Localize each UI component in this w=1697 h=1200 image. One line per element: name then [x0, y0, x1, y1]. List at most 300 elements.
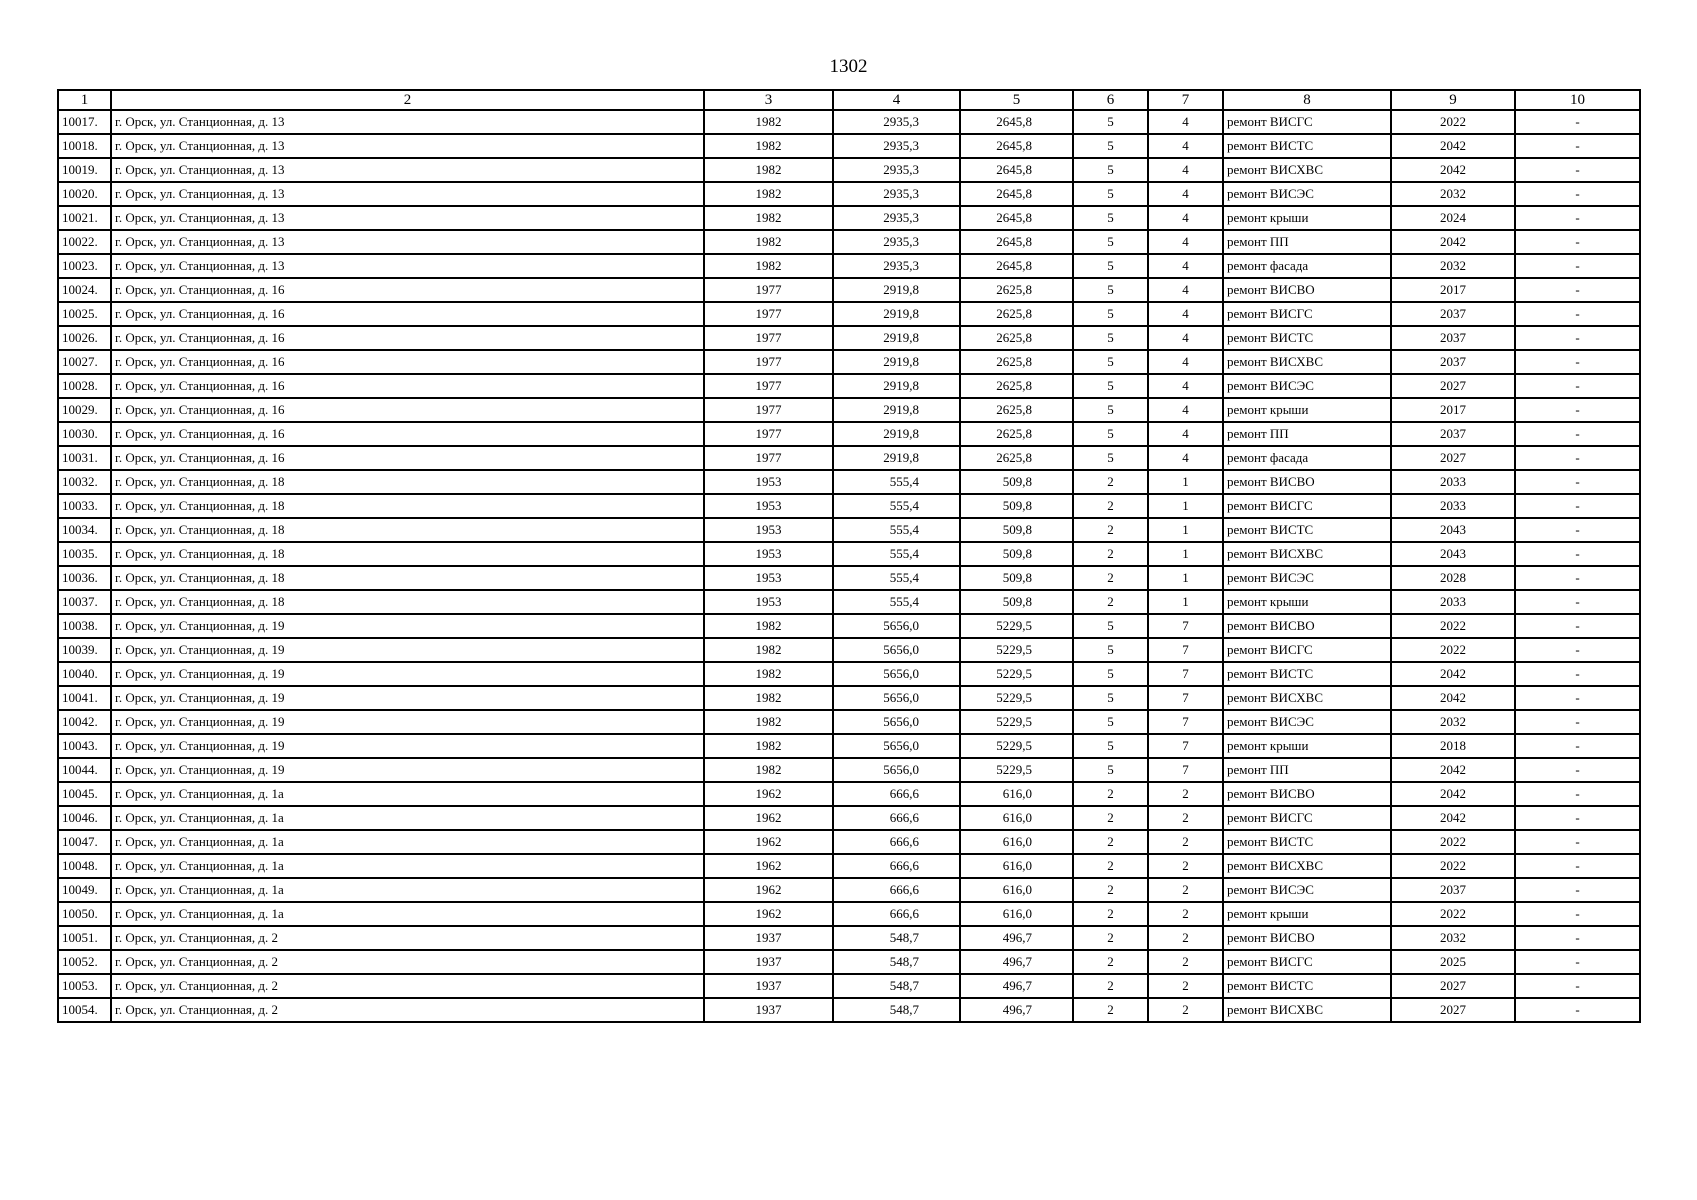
cell-note: -	[1515, 470, 1640, 494]
cell-note: -	[1515, 110, 1640, 134]
cell-address: г. Орск, ул. Станционная, д. 16	[111, 278, 704, 302]
cell-total-area: 5656,0	[833, 662, 960, 686]
cell-entrances: 2	[1148, 902, 1223, 926]
cell-planned-year: 2042	[1391, 662, 1515, 686]
cell-entrances: 2	[1148, 974, 1223, 998]
cell-floors: 2	[1073, 926, 1148, 950]
cell-floors: 5	[1073, 758, 1148, 782]
table-row	[58, 830, 1640, 854]
cell-address: г. Орск, ул. Станционная, д. 18	[111, 590, 704, 614]
cell-entrances: 7	[1148, 686, 1223, 710]
cell-address: г. Орск, ул. Станционная, д. 16	[111, 350, 704, 374]
cell-work-type: ремонт ВИСХВС	[1223, 350, 1391, 374]
cell-work-type: ремонт ВИСТС	[1223, 974, 1391, 998]
cell-entrances: 4	[1148, 230, 1223, 254]
table-row	[58, 902, 1640, 926]
cell-work-type: ремонт ВИСГС	[1223, 638, 1391, 662]
cell-number: 10054.	[58, 998, 111, 1022]
cell-entrances: 1	[1148, 494, 1223, 518]
cell-note: -	[1515, 854, 1640, 878]
cell-living-area: 2625,8	[960, 374, 1073, 398]
cell-year: 1982	[704, 230, 833, 254]
cell-note: -	[1515, 374, 1640, 398]
cell-planned-year: 2033	[1391, 470, 1515, 494]
cell-number: 10052.	[58, 950, 111, 974]
table-row	[58, 374, 1640, 398]
cell-number: 10023.	[58, 254, 111, 278]
cell-living-area: 616,0	[960, 878, 1073, 902]
cell-living-area: 496,7	[960, 950, 1073, 974]
cell-number: 10029.	[58, 398, 111, 422]
table-row	[58, 782, 1640, 806]
cell-work-type: ремонт крыши	[1223, 734, 1391, 758]
cell-total-area: 2935,3	[833, 134, 960, 158]
cell-entrances: 2	[1148, 806, 1223, 830]
cell-address: г. Орск, ул. Станционная, д. 16	[111, 398, 704, 422]
cell-floors: 5	[1073, 374, 1148, 398]
cell-total-area: 2919,8	[833, 374, 960, 398]
cell-entrances: 7	[1148, 758, 1223, 782]
table-row	[58, 974, 1640, 998]
cell-planned-year: 2027	[1391, 374, 1515, 398]
cell-total-area: 2919,8	[833, 326, 960, 350]
cell-living-area: 496,7	[960, 998, 1073, 1022]
cell-planned-year: 2027	[1391, 446, 1515, 470]
cell-note: -	[1515, 182, 1640, 206]
cell-work-type: ремонт ВИСЭС	[1223, 182, 1391, 206]
cell-total-area: 5656,0	[833, 638, 960, 662]
cell-floors: 5	[1073, 134, 1148, 158]
cell-planned-year: 2042	[1391, 686, 1515, 710]
cell-year: 1953	[704, 470, 833, 494]
cell-year: 1977	[704, 326, 833, 350]
table-row	[58, 566, 1640, 590]
cell-floors: 2	[1073, 806, 1148, 830]
cell-floors: 2	[1073, 494, 1148, 518]
cell-planned-year: 2022	[1391, 638, 1515, 662]
cell-entrances: 4	[1148, 158, 1223, 182]
cell-planned-year: 2042	[1391, 158, 1515, 182]
cell-address: г. Орск, ул. Станционная, д. 19	[111, 734, 704, 758]
cell-address: г. Орск, ул. Станционная, д. 1а	[111, 854, 704, 878]
cell-year: 1953	[704, 542, 833, 566]
cell-address: г. Орск, ул. Станционная, д. 2	[111, 950, 704, 974]
table-row	[58, 806, 1640, 830]
cell-note: -	[1515, 782, 1640, 806]
cell-work-type: ремонт ВИСТС	[1223, 518, 1391, 542]
cell-total-area: 555,4	[833, 518, 960, 542]
cell-number: 10025.	[58, 302, 111, 326]
cell-total-area: 2935,3	[833, 254, 960, 278]
cell-number: 10032.	[58, 470, 111, 494]
cell-year: 1962	[704, 854, 833, 878]
cell-work-type: ремонт ВИСХВС	[1223, 542, 1391, 566]
cell-planned-year: 2032	[1391, 710, 1515, 734]
cell-living-area: 2645,8	[960, 158, 1073, 182]
column-header-8: 8	[1223, 90, 1391, 110]
cell-work-type: ремонт ВИСВО	[1223, 926, 1391, 950]
cell-entrances: 1	[1148, 542, 1223, 566]
cell-entrances: 1	[1148, 590, 1223, 614]
cell-year: 1977	[704, 398, 833, 422]
cell-total-area: 548,7	[833, 950, 960, 974]
cell-year: 1982	[704, 710, 833, 734]
cell-planned-year: 2017	[1391, 278, 1515, 302]
cell-number: 10034.	[58, 518, 111, 542]
table-row	[58, 326, 1640, 350]
cell-total-area: 5656,0	[833, 614, 960, 638]
cell-planned-year: 2042	[1391, 134, 1515, 158]
cell-address: г. Орск, ул. Станционная, д. 1а	[111, 902, 704, 926]
cell-year: 1982	[704, 686, 833, 710]
cell-living-area: 616,0	[960, 902, 1073, 926]
table-row	[58, 350, 1640, 374]
cell-note: -	[1515, 662, 1640, 686]
cell-floors: 5	[1073, 158, 1148, 182]
cell-planned-year: 2042	[1391, 806, 1515, 830]
cell-floors: 5	[1073, 182, 1148, 206]
cell-address: г. Орск, ул. Станционная, д. 19	[111, 662, 704, 686]
cell-floors: 5	[1073, 278, 1148, 302]
cell-address: г. Орск, ул. Станционная, д. 13	[111, 254, 704, 278]
cell-total-area: 555,4	[833, 566, 960, 590]
cell-entrances: 2	[1148, 854, 1223, 878]
cell-total-area: 2919,8	[833, 302, 960, 326]
cell-living-area: 5229,5	[960, 686, 1073, 710]
cell-address: г. Орск, ул. Станционная, д. 18	[111, 542, 704, 566]
cell-work-type: ремонт ВИСГС	[1223, 950, 1391, 974]
cell-entrances: 4	[1148, 326, 1223, 350]
cell-note: -	[1515, 326, 1640, 350]
cell-living-area: 496,7	[960, 974, 1073, 998]
cell-number: 10018.	[58, 134, 111, 158]
cell-total-area: 2935,3	[833, 158, 960, 182]
table-row	[58, 158, 1640, 182]
cell-address: г. Орск, ул. Станционная, д. 13	[111, 134, 704, 158]
cell-planned-year: 2043	[1391, 542, 1515, 566]
cell-floors: 2	[1073, 998, 1148, 1022]
cell-floors: 2	[1073, 518, 1148, 542]
cell-total-area: 555,4	[833, 590, 960, 614]
cell-work-type: ремонт фасада	[1223, 254, 1391, 278]
cell-number: 10021.	[58, 206, 111, 230]
cell-address: г. Орск, ул. Станционная, д. 18	[111, 566, 704, 590]
cell-number: 10033.	[58, 494, 111, 518]
cell-planned-year: 2022	[1391, 614, 1515, 638]
cell-total-area: 5656,0	[833, 758, 960, 782]
cell-number: 10031.	[58, 446, 111, 470]
cell-floors: 2	[1073, 974, 1148, 998]
cell-year: 1977	[704, 302, 833, 326]
cell-entrances: 7	[1148, 638, 1223, 662]
cell-planned-year: 2037	[1391, 878, 1515, 902]
cell-address: г. Орск, ул. Станционная, д. 19	[111, 758, 704, 782]
cell-entrances: 2	[1148, 782, 1223, 806]
cell-note: -	[1515, 254, 1640, 278]
cell-entrances: 4	[1148, 398, 1223, 422]
cell-floors: 2	[1073, 902, 1148, 926]
cell-living-area: 5229,5	[960, 758, 1073, 782]
cell-number: 10037.	[58, 590, 111, 614]
cell-note: -	[1515, 518, 1640, 542]
cell-number: 10042.	[58, 710, 111, 734]
cell-year: 1953	[704, 494, 833, 518]
cell-entrances: 2	[1148, 878, 1223, 902]
cell-note: -	[1515, 590, 1640, 614]
cell-work-type: ремонт ВИСВО	[1223, 614, 1391, 638]
cell-work-type: ремонт ВИСХВС	[1223, 998, 1391, 1022]
cell-address: г. Орск, ул. Станционная, д. 16	[111, 326, 704, 350]
cell-living-area: 2625,8	[960, 422, 1073, 446]
table-row	[58, 230, 1640, 254]
table-row	[58, 182, 1640, 206]
cell-total-area: 5656,0	[833, 686, 960, 710]
cell-living-area: 2645,8	[960, 182, 1073, 206]
cell-entrances: 2	[1148, 926, 1223, 950]
cell-note: -	[1515, 902, 1640, 926]
cell-address: г. Орск, ул. Станционная, д. 2	[111, 926, 704, 950]
cell-floors: 2	[1073, 590, 1148, 614]
cell-total-area: 2919,8	[833, 350, 960, 374]
cell-floors: 5	[1073, 326, 1148, 350]
cell-note: -	[1515, 998, 1640, 1022]
cell-work-type: ремонт ВИСЭС	[1223, 710, 1391, 734]
cell-year: 1962	[704, 878, 833, 902]
cell-living-area: 496,7	[960, 926, 1073, 950]
cell-note: -	[1515, 206, 1640, 230]
cell-planned-year: 2032	[1391, 926, 1515, 950]
cell-living-area: 616,0	[960, 782, 1073, 806]
cell-entrances: 4	[1148, 446, 1223, 470]
cell-note: -	[1515, 398, 1640, 422]
cell-number: 10038.	[58, 614, 111, 638]
cell-living-area: 2625,8	[960, 350, 1073, 374]
table-row	[58, 206, 1640, 230]
cell-planned-year: 2033	[1391, 494, 1515, 518]
table-row	[58, 734, 1640, 758]
column-header-7: 7	[1148, 90, 1223, 110]
cell-total-area: 548,7	[833, 974, 960, 998]
cell-total-area: 5656,0	[833, 734, 960, 758]
table-body	[58, 110, 1640, 1022]
cell-total-area: 666,6	[833, 806, 960, 830]
cell-year: 1953	[704, 566, 833, 590]
column-header-5: 5	[960, 90, 1073, 110]
table-row	[58, 278, 1640, 302]
cell-work-type: ремонт крыши	[1223, 206, 1391, 230]
cell-total-area: 666,6	[833, 878, 960, 902]
cell-address: г. Орск, ул. Станционная, д. 13	[111, 182, 704, 206]
cell-living-area: 616,0	[960, 830, 1073, 854]
table-row	[58, 398, 1640, 422]
table-row	[58, 254, 1640, 278]
cell-work-type: ремонт ВИСТС	[1223, 134, 1391, 158]
cell-work-type: ремонт ПП	[1223, 758, 1391, 782]
cell-note: -	[1515, 950, 1640, 974]
cell-note: -	[1515, 422, 1640, 446]
cell-total-area: 2919,8	[833, 398, 960, 422]
cell-floors: 2	[1073, 950, 1148, 974]
cell-year: 1982	[704, 110, 833, 134]
cell-work-type: ремонт ПП	[1223, 422, 1391, 446]
cell-floors: 2	[1073, 566, 1148, 590]
cell-address: г. Орск, ул. Станционная, д. 13	[111, 230, 704, 254]
cell-living-area: 509,8	[960, 542, 1073, 566]
cell-address: г. Орск, ул. Станционная, д. 1а	[111, 806, 704, 830]
cell-living-area: 5229,5	[960, 614, 1073, 638]
cell-number: 10044.	[58, 758, 111, 782]
cell-note: -	[1515, 806, 1640, 830]
table-row	[58, 470, 1640, 494]
cell-year: 1977	[704, 422, 833, 446]
table-header	[58, 90, 1640, 110]
table-row	[58, 518, 1640, 542]
cell-number: 10048.	[58, 854, 111, 878]
cell-note: -	[1515, 134, 1640, 158]
cell-address: г. Орск, ул. Станционная, д. 19	[111, 614, 704, 638]
cell-address: г. Орск, ул. Станционная, д. 13	[111, 110, 704, 134]
cell-number: 10046.	[58, 806, 111, 830]
cell-entrances: 7	[1148, 614, 1223, 638]
cell-number: 10030.	[58, 422, 111, 446]
cell-work-type: ремонт ВИСЭС	[1223, 878, 1391, 902]
cell-entrances: 1	[1148, 518, 1223, 542]
cell-year: 1982	[704, 254, 833, 278]
cell-floors: 5	[1073, 662, 1148, 686]
cell-year: 1982	[704, 134, 833, 158]
cell-floors: 2	[1073, 542, 1148, 566]
table-row	[58, 422, 1640, 446]
cell-total-area: 2935,3	[833, 182, 960, 206]
cell-floors: 2	[1073, 830, 1148, 854]
cell-total-area: 555,4	[833, 494, 960, 518]
cell-floors: 5	[1073, 638, 1148, 662]
cell-address: г. Орск, ул. Станционная, д. 18	[111, 494, 704, 518]
cell-number: 10020.	[58, 182, 111, 206]
cell-work-type: ремонт ВИСГС	[1223, 494, 1391, 518]
cell-living-area: 2625,8	[960, 326, 1073, 350]
cell-number: 10050.	[58, 902, 111, 926]
cell-total-area: 555,4	[833, 470, 960, 494]
cell-year: 1937	[704, 926, 833, 950]
cell-note: -	[1515, 878, 1640, 902]
cell-work-type: ремонт ВИСВО	[1223, 278, 1391, 302]
cell-total-area: 666,6	[833, 830, 960, 854]
cell-total-area: 548,7	[833, 926, 960, 950]
cell-entrances: 2	[1148, 998, 1223, 1022]
cell-planned-year: 2022	[1391, 902, 1515, 926]
column-header-3: 3	[704, 90, 833, 110]
cell-living-area: 509,8	[960, 494, 1073, 518]
column-header-6: 6	[1073, 90, 1148, 110]
cell-planned-year: 2037	[1391, 302, 1515, 326]
table-row	[58, 590, 1640, 614]
table-row	[58, 758, 1640, 782]
cell-number: 10019.	[58, 158, 111, 182]
cell-number: 10040.	[58, 662, 111, 686]
cell-planned-year: 2024	[1391, 206, 1515, 230]
cell-total-area: 666,6	[833, 782, 960, 806]
cell-total-area: 2935,3	[833, 110, 960, 134]
cell-number: 10045.	[58, 782, 111, 806]
cell-entrances: 4	[1148, 302, 1223, 326]
cell-number: 10024.	[58, 278, 111, 302]
cell-entrances: 2	[1148, 950, 1223, 974]
cell-year: 1962	[704, 806, 833, 830]
cell-year: 1982	[704, 734, 833, 758]
column-header-10: 10	[1515, 90, 1640, 110]
cell-note: -	[1515, 830, 1640, 854]
cell-note: -	[1515, 566, 1640, 590]
cell-number: 10041.	[58, 686, 111, 710]
cell-number: 10047.	[58, 830, 111, 854]
cell-address: г. Орск, ул. Станционная, д. 1а	[111, 782, 704, 806]
cell-planned-year: 2037	[1391, 350, 1515, 374]
cell-total-area: 2919,8	[833, 446, 960, 470]
cell-floors: 5	[1073, 686, 1148, 710]
cell-number: 10049.	[58, 878, 111, 902]
cell-total-area: 555,4	[833, 542, 960, 566]
cell-year: 1962	[704, 902, 833, 926]
cell-entrances: 7	[1148, 710, 1223, 734]
table-row	[58, 638, 1640, 662]
cell-planned-year: 2028	[1391, 566, 1515, 590]
cell-work-type: ремонт ВИСЭС	[1223, 566, 1391, 590]
cell-address: г. Орск, ул. Станционная, д. 16	[111, 302, 704, 326]
cell-floors: 5	[1073, 302, 1148, 326]
cell-entrances: 4	[1148, 110, 1223, 134]
cell-planned-year: 2017	[1391, 398, 1515, 422]
cell-living-area: 5229,5	[960, 638, 1073, 662]
cell-living-area: 2645,8	[960, 134, 1073, 158]
cell-total-area: 2919,8	[833, 278, 960, 302]
cell-floors: 5	[1073, 422, 1148, 446]
cell-year: 1962	[704, 830, 833, 854]
cell-year: 1982	[704, 206, 833, 230]
cell-number: 10053.	[58, 974, 111, 998]
cell-note: -	[1515, 638, 1640, 662]
cell-planned-year: 2042	[1391, 758, 1515, 782]
cell-living-area: 2645,8	[960, 206, 1073, 230]
cell-entrances: 4	[1148, 182, 1223, 206]
cell-entrances: 2	[1148, 830, 1223, 854]
column-header-9: 9	[1391, 90, 1515, 110]
cell-total-area: 548,7	[833, 998, 960, 1022]
cell-address: г. Орск, ул. Станционная, д. 13	[111, 206, 704, 230]
table-row	[58, 878, 1640, 902]
column-header-1: 1	[58, 90, 111, 110]
cell-floors: 2	[1073, 878, 1148, 902]
cell-planned-year: 2033	[1391, 590, 1515, 614]
cell-number: 10036.	[58, 566, 111, 590]
cell-address: г. Орск, ул. Станционная, д. 19	[111, 710, 704, 734]
table-row	[58, 446, 1640, 470]
cell-address: г. Орск, ул. Станционная, д. 2	[111, 974, 704, 998]
cell-address: г. Орск, ул. Станционная, д. 1а	[111, 830, 704, 854]
cell-note: -	[1515, 614, 1640, 638]
table-row	[58, 662, 1640, 686]
cell-note: -	[1515, 494, 1640, 518]
cell-planned-year: 2037	[1391, 422, 1515, 446]
table-row	[58, 710, 1640, 734]
registry-table	[57, 89, 1641, 1023]
cell-living-area: 2625,8	[960, 446, 1073, 470]
cell-work-type: ремонт крыши	[1223, 398, 1391, 422]
cell-work-type: ремонт ВИСВО	[1223, 782, 1391, 806]
cell-number: 10051.	[58, 926, 111, 950]
cell-planned-year: 2032	[1391, 254, 1515, 278]
cell-number: 10035.	[58, 542, 111, 566]
